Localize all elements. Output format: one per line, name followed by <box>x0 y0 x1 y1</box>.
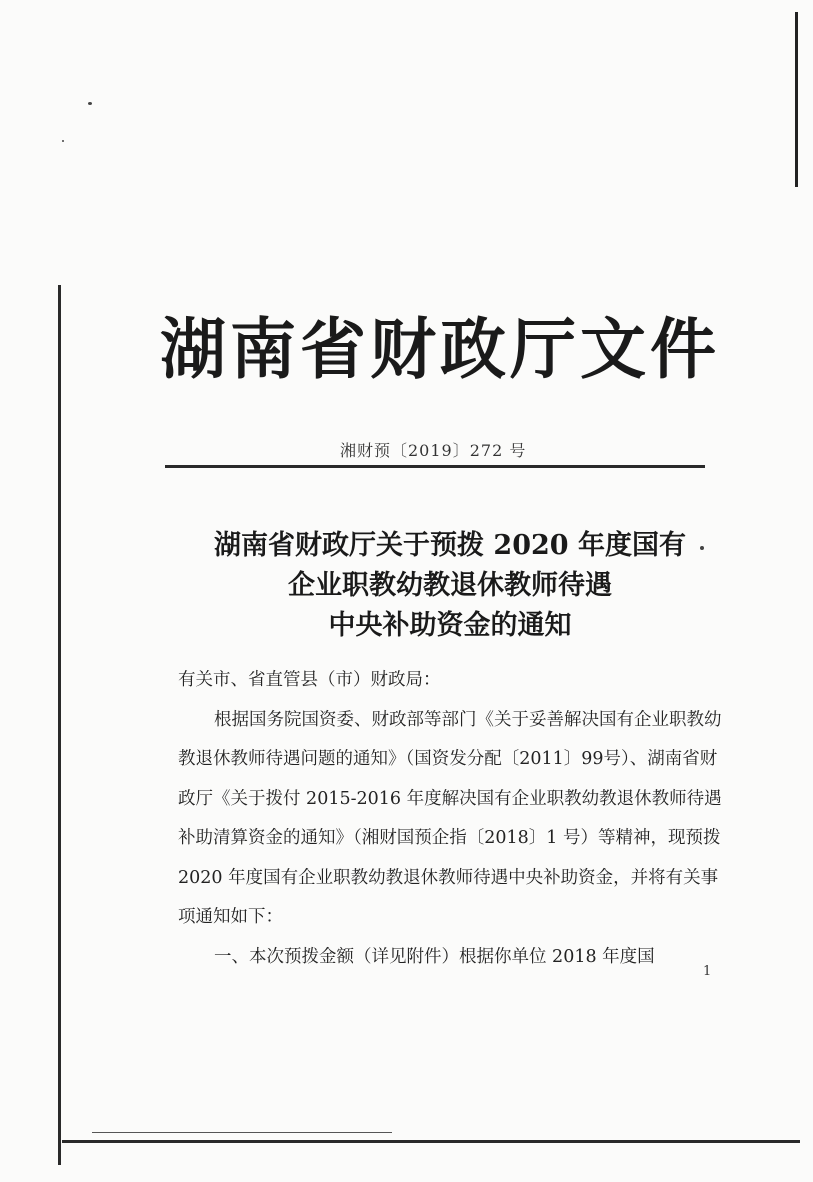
document-number: 湘财预〔2019〕272 号 <box>340 441 527 460</box>
notice-title-line: 湖南省财政厅关于预拨 2020 年度国有 <box>214 530 686 561</box>
notice-title-line: 中央补助资金的通知 <box>328 610 572 641</box>
scan-edge-bottom-line <box>92 1132 392 1133</box>
notice-body <box>178 661 733 977</box>
body-paragraph: 一、本次预拨金额（详见附件）根据你单位 2018 年度国 <box>214 946 655 967</box>
page-number: 1 <box>703 964 712 979</box>
scan-edge-bottom <box>62 1140 800 1143</box>
scan-edge-left <box>58 285 61 1165</box>
body-paragraph: 根据国务院国资委、财政部等部门《关于妥善解决国有企业职教幼教退休教师待遇问题的通知》（国资发分配〔2011〕99号）、湖南省财政厅《关于拨付 2015-2016 年度解决国有企业职教幼教退休教师待遇补助清算资金的通知》（湘财国预企指〔2018〕1 号）等精神，现预拨 2020 年度国有企业职教幼教退休教师待遇中央补助资金，并将有关事项通知如下： <box>178 709 722 927</box>
scan-edge-right <box>795 12 798 187</box>
header-rule <box>165 465 705 468</box>
document-header: 湖南省财政厅文件 <box>160 310 720 388</box>
notice-title <box>180 526 720 646</box>
addressee: 有关市、省直管县（市）财政局： <box>178 670 441 690</box>
notice-title-line: 企业职教幼教退休教师待遇 <box>288 570 612 601</box>
scan-speck <box>62 140 64 142</box>
scan-speck <box>88 102 92 105</box>
